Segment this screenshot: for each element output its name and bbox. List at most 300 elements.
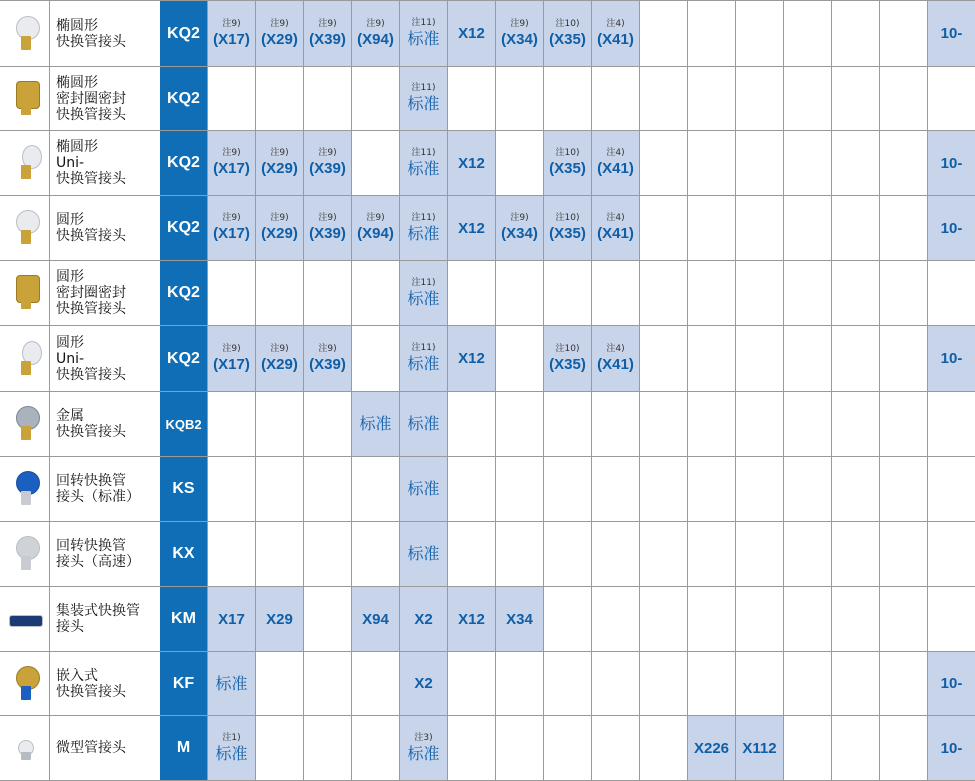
option-cell (592, 1, 640, 66)
empty-cell (928, 67, 975, 130)
option-cell (544, 131, 592, 195)
option-cell (592, 131, 640, 195)
empty-cell (592, 587, 640, 651)
option-code: (X39) (309, 30, 346, 48)
empty-cell (256, 716, 304, 780)
empty-cell (352, 522, 400, 586)
empty-cell (640, 326, 688, 391)
option-code: (X29) (261, 225, 298, 242)
model-code: M (160, 716, 208, 780)
standard-label: 标准 (407, 354, 440, 373)
model-code: KM (160, 587, 208, 651)
note-ref: 注11) (411, 277, 436, 288)
option-cell (400, 196, 448, 260)
option-code: (X17) (213, 160, 250, 177)
fitting-thumbnail-icon (8, 14, 42, 54)
product-image-cell (0, 1, 50, 66)
option-cell (208, 652, 256, 715)
option-code: X2 (414, 610, 433, 628)
product-image-cell (0, 522, 50, 586)
option-code: (X41) (597, 225, 634, 242)
option-cell (448, 1, 496, 66)
model-code: KQB2 (160, 392, 208, 456)
model-code: KQ2 (160, 196, 208, 260)
product-name: 回转快换管 接头（高速） (56, 538, 140, 570)
option-cell (400, 261, 448, 325)
empty-cell (736, 196, 784, 260)
fitting-thumbnail-icon (8, 339, 42, 379)
option-code: (X29) (261, 30, 298, 48)
fitting-thumbnail-icon (8, 599, 42, 639)
note-ref: 注11) (411, 147, 436, 158)
standard-label: 标准 (359, 414, 392, 433)
empty-cell (544, 522, 592, 586)
empty-cell (928, 457, 975, 521)
model-code: KQ2 (160, 261, 208, 325)
empty-cell (496, 261, 544, 325)
empty-cell (304, 716, 352, 780)
note-ref: 注3) (414, 732, 433, 743)
product-name: 嵌入式 快换管接头 (56, 667, 126, 700)
empty-cell (496, 652, 544, 715)
note-ref: 注9) (222, 343, 241, 354)
option-cell (400, 67, 448, 130)
empty-cell (496, 392, 544, 456)
option-cell (400, 1, 448, 66)
empty-cell (736, 652, 784, 715)
empty-cell (736, 587, 784, 651)
option-cell (928, 1, 975, 66)
note-ref: 注9) (222, 213, 241, 223)
empty-cell (592, 652, 640, 715)
option-code: (X29) (261, 160, 298, 177)
empty-cell (256, 392, 304, 456)
standard-label: 标准 (407, 743, 440, 763)
option-code: 10- (940, 350, 963, 367)
empty-cell (208, 261, 256, 325)
empty-cell (448, 716, 496, 780)
note-ref: 注9) (222, 18, 241, 29)
option-cell (928, 196, 975, 260)
empty-cell (304, 67, 352, 130)
option-code: X12 (458, 154, 485, 172)
option-code: X94 (362, 610, 389, 628)
empty-cell (592, 522, 640, 586)
empty-cell (784, 261, 832, 325)
option-code: X12 (458, 219, 485, 237)
note-ref: 注9) (270, 18, 289, 29)
model-code: KQ2 (160, 326, 208, 391)
option-cell (400, 522, 448, 586)
standard-label: 标准 (407, 94, 440, 113)
empty-cell (640, 196, 688, 260)
option-code: (X17) (213, 30, 250, 48)
empty-cell (880, 196, 928, 260)
empty-cell (832, 326, 880, 391)
empty-cell (640, 1, 688, 66)
note-ref: 注9) (318, 213, 337, 223)
product-name: 圆形 快换管接头 (56, 212, 126, 244)
option-code: (X34) (501, 225, 538, 242)
option-cell (304, 131, 352, 195)
empty-cell (496, 67, 544, 130)
empty-cell (592, 261, 640, 325)
empty-cell (688, 261, 736, 325)
empty-cell (208, 457, 256, 521)
empty-cell (448, 522, 496, 586)
empty-cell (640, 457, 688, 521)
product-name: 金属 快换管接头 (56, 408, 126, 440)
note-ref: 注10) (555, 343, 580, 354)
option-cell (256, 1, 304, 66)
empty-cell (208, 67, 256, 130)
table-row (0, 261, 975, 326)
option-cell (448, 196, 496, 260)
option-code: X112 (742, 739, 777, 757)
empty-cell (880, 587, 928, 651)
option-code: X226 (693, 739, 730, 757)
fitting-thumbnail-icon (8, 273, 42, 313)
empty-cell (736, 457, 784, 521)
empty-cell (880, 131, 928, 195)
empty-cell (688, 131, 736, 195)
empty-cell (784, 392, 832, 456)
model-code: KS (160, 457, 208, 521)
empty-cell (544, 392, 592, 456)
fitting-thumbnail-icon (8, 404, 42, 444)
note-ref: 注9) (318, 18, 337, 29)
option-cell (496, 587, 544, 651)
empty-cell (448, 67, 496, 130)
option-code: X12 (458, 350, 485, 367)
option-cell (544, 326, 592, 391)
empty-cell (880, 392, 928, 456)
empty-cell (640, 522, 688, 586)
option-cell (688, 716, 736, 780)
note-ref: 注10) (555, 148, 580, 158)
option-cell (448, 587, 496, 651)
model-code: KQ2 (160, 131, 208, 195)
empty-cell (880, 716, 928, 780)
empty-cell (496, 131, 544, 195)
option-cell (208, 587, 256, 651)
empty-cell (832, 522, 880, 586)
empty-cell (832, 131, 880, 195)
empty-cell (688, 1, 736, 66)
standard-label: 标准 (215, 743, 248, 763)
option-cell (400, 587, 448, 651)
standard-label: 标准 (407, 479, 440, 498)
empty-cell (544, 587, 592, 651)
product-name: 圆形 密封圈密封 快换管接头 (56, 269, 126, 317)
empty-cell (256, 652, 304, 715)
empty-cell (784, 67, 832, 130)
empty-cell (928, 392, 975, 456)
option-cell (736, 716, 784, 780)
empty-cell (784, 196, 832, 260)
option-cell (304, 196, 352, 260)
option-cell (592, 326, 640, 391)
note-ref: 注9) (318, 148, 337, 158)
empty-cell (544, 67, 592, 130)
fitting-thumbnail-icon (8, 469, 42, 509)
empty-cell (352, 67, 400, 130)
option-cell (400, 457, 448, 521)
empty-cell (784, 457, 832, 521)
option-cell (352, 196, 400, 260)
option-code: (X17) (213, 355, 250, 373)
note-ref: 注9) (222, 148, 241, 158)
option-code: 10- (940, 219, 963, 237)
option-cell (928, 652, 975, 715)
option-cell (496, 196, 544, 260)
option-cell (448, 131, 496, 195)
option-code: 10- (940, 25, 963, 42)
option-cell (544, 1, 592, 66)
empty-cell (832, 392, 880, 456)
empty-cell (784, 326, 832, 391)
empty-cell (832, 196, 880, 260)
note-ref: 注11) (411, 343, 436, 353)
empty-cell (496, 326, 544, 391)
empty-cell (688, 652, 736, 715)
option-code: X29 (266, 610, 293, 628)
option-code: X34 (506, 610, 533, 628)
option-code: (X41) (597, 355, 634, 373)
standard-label: 标准 (407, 288, 440, 308)
standard-label: 标准 (215, 673, 248, 693)
empty-cell (256, 522, 304, 586)
empty-cell (832, 457, 880, 521)
option-cell (304, 326, 352, 391)
option-code: (X17) (213, 225, 250, 242)
note-ref: 注1) (222, 732, 241, 743)
fitting-thumbnail-icon (8, 79, 42, 119)
product-name: 椭圆形 快换管接头 (56, 17, 126, 50)
empty-cell (352, 652, 400, 715)
note-ref: 注11) (411, 83, 436, 93)
note-ref: 注4) (606, 18, 625, 29)
empty-cell (784, 652, 832, 715)
empty-cell (640, 131, 688, 195)
product-name: 微型管接头 (56, 740, 126, 756)
option-code: (X39) (309, 160, 346, 177)
option-cell (304, 1, 352, 66)
empty-cell (736, 1, 784, 66)
option-cell (496, 1, 544, 66)
option-cell (592, 196, 640, 260)
empty-cell (832, 261, 880, 325)
empty-cell (736, 522, 784, 586)
option-code: (X39) (309, 355, 346, 373)
option-cell (208, 716, 256, 780)
empty-cell (592, 67, 640, 130)
empty-cell (304, 522, 352, 586)
empty-cell (880, 522, 928, 586)
empty-cell (736, 392, 784, 456)
empty-cell (640, 67, 688, 130)
option-code: (X35) (549, 160, 586, 177)
product-name: 椭圆形 密封圈密封 快换管接头 (56, 74, 126, 123)
model-code: KF (160, 652, 208, 715)
option-code: 10- (940, 675, 963, 692)
empty-cell (784, 131, 832, 195)
product-image-cell (0, 457, 50, 521)
product-name: 集装式快换管 接头 (56, 603, 140, 635)
option-code: 10- (940, 739, 963, 757)
product-name: 回转快换管 接头（标准） (56, 473, 140, 505)
option-cell (208, 196, 256, 260)
empty-cell (304, 261, 352, 325)
empty-cell (880, 652, 928, 715)
empty-cell (736, 326, 784, 391)
empty-cell (640, 716, 688, 780)
empty-cell (640, 587, 688, 651)
empty-cell (352, 716, 400, 780)
note-ref: 注9) (270, 148, 289, 158)
option-code: (X41) (597, 160, 634, 177)
empty-cell (208, 522, 256, 586)
product-image-cell (0, 261, 50, 325)
empty-cell (688, 587, 736, 651)
product-image-cell (0, 587, 50, 651)
empty-cell (736, 131, 784, 195)
note-ref: 注11) (411, 212, 436, 223)
table-row (0, 0, 975, 67)
option-cell (208, 1, 256, 66)
option-code: X17 (218, 610, 245, 628)
option-code: (X29) (261, 355, 298, 373)
empty-cell (880, 326, 928, 391)
empty-cell (352, 326, 400, 391)
empty-cell (256, 67, 304, 130)
option-cell (400, 326, 448, 391)
product-name: 圆形 Uni- 快换管接头 (56, 334, 126, 383)
option-code: X12 (458, 25, 485, 42)
option-code: (X35) (549, 30, 586, 48)
option-code: X2 (414, 675, 433, 692)
empty-cell (592, 457, 640, 521)
standard-label: 标准 (407, 544, 440, 563)
empty-cell (880, 261, 928, 325)
option-cell (352, 392, 400, 456)
option-code: 10- (940, 154, 963, 172)
empty-cell (352, 457, 400, 521)
note-ref: 注9) (270, 213, 289, 223)
table-row (0, 587, 975, 652)
note-ref: 注4) (606, 213, 625, 223)
table-row (0, 196, 975, 261)
option-code: (X34) (501, 30, 538, 48)
empty-cell (832, 1, 880, 66)
note-ref: 注9) (510, 18, 529, 29)
empty-cell (640, 392, 688, 456)
option-code: X12 (458, 610, 485, 628)
option-cell (256, 326, 304, 391)
option-code: (X94) (357, 225, 394, 242)
note-ref: 注9) (318, 343, 337, 354)
empty-cell (304, 457, 352, 521)
note-ref: 注9) (510, 213, 529, 223)
table-row (0, 67, 975, 131)
option-cell (928, 326, 975, 391)
empty-cell (448, 392, 496, 456)
empty-cell (496, 457, 544, 521)
fitting-thumbnail-icon (8, 208, 42, 248)
empty-cell (544, 652, 592, 715)
option-cell (256, 196, 304, 260)
empty-cell (640, 261, 688, 325)
fitting-thumbnail-icon (8, 534, 42, 574)
note-ref: 注4) (606, 148, 625, 158)
empty-cell (496, 716, 544, 780)
option-cell (928, 131, 975, 195)
model-code: KQ2 (160, 67, 208, 130)
empty-cell (592, 716, 640, 780)
option-cell (400, 652, 448, 715)
option-cell (928, 716, 975, 780)
option-cell (208, 326, 256, 391)
standard-label: 标准 (407, 223, 440, 243)
option-code: (X94) (357, 30, 394, 48)
option-cell (208, 131, 256, 195)
note-ref: 注9) (366, 213, 385, 223)
product-image-cell (0, 67, 50, 130)
note-ref: 注11) (411, 18, 436, 28)
empty-cell (784, 587, 832, 651)
empty-cell (352, 261, 400, 325)
empty-cell (832, 652, 880, 715)
standard-label: 标准 (407, 29, 440, 48)
product-image-cell (0, 392, 50, 456)
product-image-cell (0, 196, 50, 260)
empty-cell (928, 261, 975, 325)
empty-cell (736, 67, 784, 130)
empty-cell (304, 392, 352, 456)
table-row (0, 131, 975, 196)
empty-cell (784, 1, 832, 66)
table-row (0, 522, 975, 587)
empty-cell (688, 392, 736, 456)
table-row (0, 716, 975, 781)
standard-label: 标准 (407, 414, 440, 433)
product-image-cell (0, 716, 50, 780)
empty-cell (832, 716, 880, 780)
note-ref: 注10) (555, 18, 580, 29)
empty-cell (448, 652, 496, 715)
table-row (0, 652, 975, 716)
fitting-thumbnail-icon (8, 664, 42, 704)
empty-cell (256, 261, 304, 325)
model-code: KX (160, 522, 208, 586)
option-code: (X39) (309, 225, 346, 242)
empty-cell (688, 67, 736, 130)
model-code: KQ2 (160, 1, 208, 66)
table-row (0, 326, 975, 392)
note-ref: 注10) (555, 213, 580, 223)
table-row (0, 392, 975, 457)
option-cell (400, 131, 448, 195)
empty-cell (688, 326, 736, 391)
empty-cell (880, 67, 928, 130)
empty-cell (640, 652, 688, 715)
empty-cell (688, 196, 736, 260)
table-row (0, 457, 975, 522)
empty-cell (928, 522, 975, 586)
empty-cell (784, 716, 832, 780)
option-code: (X35) (549, 225, 586, 242)
product-image-cell (0, 131, 50, 195)
